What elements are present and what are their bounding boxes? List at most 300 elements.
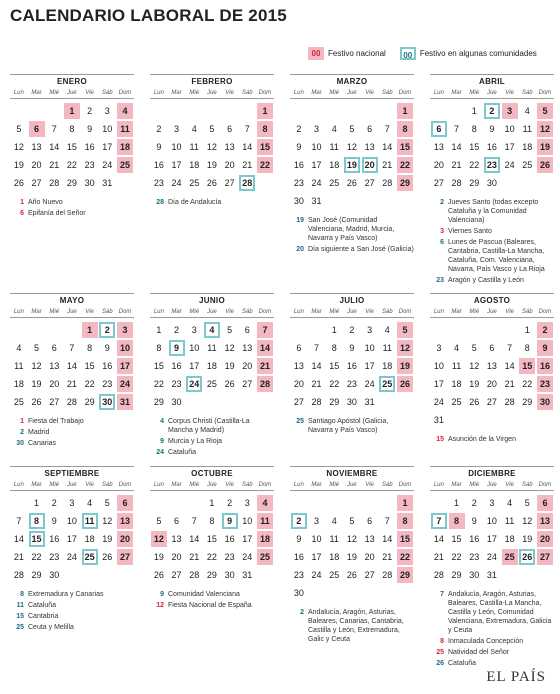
sunday-day: 5 bbox=[396, 321, 414, 339]
day-cell: 18 bbox=[382, 361, 393, 371]
sunday-day: 8 bbox=[256, 120, 274, 138]
sunday-day: 26 bbox=[536, 156, 554, 174]
sunday-day: 1 bbox=[256, 102, 274, 120]
legend-national-label: Festivo nacional bbox=[328, 49, 386, 58]
day-cell: 24 bbox=[171, 178, 182, 188]
weekday-header: Sáb bbox=[98, 307, 116, 318]
day-cell: 11 bbox=[451, 361, 462, 371]
holiday-note bbox=[10, 601, 134, 610]
empty-day bbox=[203, 102, 221, 120]
empty-day bbox=[10, 102, 28, 120]
day-cell: 2 bbox=[51, 498, 57, 508]
holiday-note-text: Aragón y Castilla y León bbox=[448, 277, 524, 284]
day-cell: 12 bbox=[469, 361, 480, 371]
month-diciembre bbox=[430, 466, 554, 670]
day-cell: 22 bbox=[84, 379, 95, 389]
weekday-header: Dom bbox=[396, 88, 414, 99]
holiday-note bbox=[150, 437, 274, 446]
holiday-notes bbox=[150, 198, 274, 207]
day-cell: 26 bbox=[153, 570, 164, 580]
weekday-header: Vie bbox=[361, 307, 379, 318]
day-cell: 23 bbox=[49, 552, 60, 562]
day-cell: 13 bbox=[433, 142, 444, 152]
sunday-day: 29 bbox=[396, 566, 414, 584]
day-cell: 2 bbox=[296, 124, 302, 134]
day-cell: 26 bbox=[224, 379, 235, 389]
empty-day bbox=[378, 102, 396, 120]
day-cell: 27 bbox=[171, 570, 182, 580]
day-cell: 13 bbox=[293, 361, 304, 371]
holiday-note bbox=[430, 435, 554, 444]
day-cell: 24 bbox=[364, 379, 375, 389]
day-cell: 10 bbox=[102, 124, 113, 134]
sunday-day: 20 bbox=[536, 530, 554, 548]
month-grid bbox=[430, 307, 554, 429]
day-cell: 21 bbox=[433, 552, 444, 562]
day-cell: 23 bbox=[293, 570, 304, 580]
weekday-header: Lun bbox=[150, 88, 168, 99]
weekday-header: Dom bbox=[256, 307, 274, 318]
weekday-header: Lun bbox=[10, 88, 28, 99]
weekday-header: Sáb bbox=[238, 88, 256, 99]
day-cell: 20 bbox=[31, 160, 42, 170]
month-grid bbox=[150, 480, 274, 584]
day-cell: 31 bbox=[486, 570, 497, 580]
day-cell: 5 bbox=[227, 325, 233, 335]
sunday-day: 18 bbox=[256, 530, 274, 548]
holiday-note bbox=[430, 590, 554, 635]
month-grid bbox=[430, 480, 554, 584]
day-cell: 20 bbox=[486, 379, 497, 389]
el-pais-logo: EL PAÍS bbox=[486, 669, 546, 685]
day-cell: 10 bbox=[433, 361, 444, 371]
day-cell: 9 bbox=[471, 516, 477, 526]
day-cell: 20 bbox=[171, 552, 182, 562]
month-octubre bbox=[150, 466, 274, 612]
month-julio bbox=[290, 293, 414, 437]
day-cell: 19 bbox=[206, 160, 217, 170]
day-cell: 3 bbox=[489, 498, 495, 508]
weekday-header: Mié bbox=[185, 88, 203, 99]
day-cell: 14 bbox=[451, 142, 462, 152]
regional-holiday-day: 15 bbox=[28, 530, 46, 548]
weekday-header: Dom bbox=[256, 88, 274, 99]
day-cell: 14 bbox=[311, 361, 322, 371]
day-cell: 29 bbox=[522, 397, 533, 407]
day-cell: 23 bbox=[102, 379, 113, 389]
holiday-note-text: Cataluña bbox=[448, 660, 477, 667]
weekday-header: Vie bbox=[81, 88, 99, 99]
weekday-header: Jue bbox=[63, 88, 81, 99]
holiday-note-text: Canarias bbox=[28, 440, 57, 447]
weekday-header: Mar bbox=[448, 88, 466, 99]
day-cell: 28 bbox=[66, 397, 77, 407]
holiday-note-text: Cantabria bbox=[28, 613, 59, 620]
day-cell: 19 bbox=[31, 379, 42, 389]
day-cell: 26 bbox=[102, 552, 113, 562]
weekday-header: Vie bbox=[361, 88, 379, 99]
day-cell: 6 bbox=[296, 343, 302, 353]
holiday-note bbox=[10, 428, 134, 437]
holiday-note-text: Día de Andalucía bbox=[168, 199, 222, 206]
holiday-note bbox=[10, 439, 134, 448]
day-cell: 4 bbox=[331, 124, 337, 134]
holiday-note-day: 6 bbox=[440, 239, 444, 246]
day-cell: 30 bbox=[84, 178, 95, 188]
sunday-day: 6 bbox=[536, 494, 554, 512]
empty-day bbox=[308, 102, 326, 120]
day-cell: 1 bbox=[34, 498, 40, 508]
day-cell: 29 bbox=[153, 397, 164, 407]
weekday-header: Dom bbox=[536, 307, 554, 318]
holiday-notes bbox=[10, 590, 134, 632]
weekday-header: Mié bbox=[45, 480, 63, 491]
empty-day bbox=[10, 321, 28, 339]
day-cell: 29 bbox=[66, 178, 77, 188]
weekday-header: Lun bbox=[290, 480, 308, 491]
holiday-note bbox=[290, 417, 414, 435]
sunday-day: 25 bbox=[256, 548, 274, 566]
day-cell: 4 bbox=[454, 343, 460, 353]
national-holiday-day: 25 bbox=[501, 548, 519, 566]
sunday-day: 20 bbox=[116, 530, 134, 548]
month-grid bbox=[290, 88, 414, 210]
day-cell: 12 bbox=[102, 516, 113, 526]
holiday-note bbox=[430, 659, 554, 668]
month-grid bbox=[290, 480, 414, 602]
day-cell: 24 bbox=[242, 552, 253, 562]
holiday-note bbox=[430, 637, 554, 646]
day-cell: 23 bbox=[346, 379, 357, 389]
day-cell: 16 bbox=[486, 142, 497, 152]
day-cell: 8 bbox=[331, 343, 337, 353]
empty-day bbox=[290, 494, 308, 512]
day-cell: 8 bbox=[524, 343, 530, 353]
empty-day bbox=[361, 494, 379, 512]
sunday-day: 28 bbox=[256, 375, 274, 393]
day-cell: 13 bbox=[242, 343, 253, 353]
regional-holiday-day: 9 bbox=[221, 512, 239, 530]
sunday-day: 11 bbox=[116, 120, 134, 138]
month-febrero bbox=[150, 74, 274, 209]
weekday-header: Vie bbox=[501, 88, 519, 99]
day-cell: 27 bbox=[242, 379, 253, 389]
day-cell: 20 bbox=[433, 160, 444, 170]
weekday-header: Dom bbox=[116, 480, 134, 491]
day-cell: 24 bbox=[311, 570, 322, 580]
day-cell: 9 bbox=[349, 343, 355, 353]
month-mayo bbox=[10, 293, 134, 450]
day-cell: 17 bbox=[504, 142, 515, 152]
regional-holiday-day: 25 bbox=[81, 548, 99, 566]
day-cell: 10 bbox=[504, 124, 515, 134]
day-cell: 8 bbox=[471, 124, 477, 134]
holiday-note-day: 1 bbox=[20, 199, 24, 206]
weekday-header: Sáb bbox=[378, 480, 396, 491]
day-cell: 12 bbox=[206, 142, 217, 152]
empty-day bbox=[185, 102, 203, 120]
empty-day bbox=[325, 494, 343, 512]
month-septiembre bbox=[10, 466, 134, 634]
empty-day bbox=[45, 321, 63, 339]
sunday-day: 25 bbox=[116, 156, 134, 174]
weekday-header: Jue bbox=[343, 307, 361, 318]
day-cell: 6 bbox=[51, 343, 57, 353]
day-cell: 4 bbox=[524, 106, 530, 116]
sunday-day: 5 bbox=[536, 102, 554, 120]
holiday-notes bbox=[290, 216, 414, 254]
month-enero bbox=[10, 74, 134, 220]
month-name: SEPTIEMBRE bbox=[10, 466, 134, 480]
day-cell: 22 bbox=[206, 552, 217, 562]
holiday-note-day: 8 bbox=[440, 638, 444, 645]
weekday-header: Mié bbox=[325, 88, 343, 99]
empty-day bbox=[290, 321, 308, 339]
day-cell: 27 bbox=[49, 397, 60, 407]
day-cell: 21 bbox=[504, 379, 515, 389]
day-cell: 22 bbox=[66, 160, 77, 170]
day-cell: 7 bbox=[51, 124, 57, 134]
weekday-header: Jue bbox=[63, 480, 81, 491]
day-cell: 17 bbox=[311, 552, 322, 562]
day-cell: 25 bbox=[329, 178, 340, 188]
sunday-day: 3 bbox=[116, 321, 134, 339]
holiday-notes bbox=[290, 417, 414, 435]
day-cell: 5 bbox=[16, 124, 22, 134]
day-cell: 10 bbox=[311, 142, 322, 152]
weekday-header: Lun bbox=[430, 307, 448, 318]
day-cell: 21 bbox=[66, 379, 77, 389]
holiday-notes bbox=[430, 198, 554, 285]
weekday-header: Dom bbox=[396, 480, 414, 491]
weekday-header: Dom bbox=[396, 307, 414, 318]
national-holiday-day: 8 bbox=[448, 512, 466, 530]
day-cell: 8 bbox=[69, 124, 75, 134]
holiday-note-text: Comunidad Valenciana bbox=[168, 591, 240, 598]
sunday-day: 18 bbox=[116, 138, 134, 156]
regional-holiday-day: 6 bbox=[430, 120, 448, 138]
holiday-note-day: 26 bbox=[436, 660, 444, 667]
sunday-day: 1 bbox=[396, 102, 414, 120]
day-cell: 18 bbox=[451, 379, 462, 389]
sunday-day: 14 bbox=[256, 339, 274, 357]
national-holiday-day: 12 bbox=[150, 530, 168, 548]
day-cell: 4 bbox=[191, 124, 197, 134]
day-cell: 28 bbox=[189, 570, 200, 580]
day-cell: 18 bbox=[84, 534, 95, 544]
day-cell: 3 bbox=[174, 124, 180, 134]
day-cell: 11 bbox=[329, 534, 339, 544]
day-cell: 3 bbox=[314, 124, 320, 134]
day-cell: 12 bbox=[522, 516, 533, 526]
weekday-header: Jue bbox=[343, 88, 361, 99]
holiday-note bbox=[290, 216, 414, 243]
day-cell: 17 bbox=[486, 534, 497, 544]
weekday-header: Vie bbox=[81, 480, 99, 491]
weekday-header: Mar bbox=[448, 307, 466, 318]
holiday-note-text: Cataluña bbox=[168, 449, 197, 456]
day-cell: 1 bbox=[331, 325, 337, 335]
empty-day bbox=[10, 494, 28, 512]
day-cell: 5 bbox=[209, 124, 215, 134]
day-cell: 27 bbox=[224, 178, 235, 188]
day-cell: 25 bbox=[329, 570, 340, 580]
empty-day bbox=[325, 102, 343, 120]
day-cell: 30 bbox=[469, 570, 480, 580]
weekday-header: Sáb bbox=[518, 480, 536, 491]
day-cell: 30 bbox=[486, 178, 497, 188]
day-cell: 20 bbox=[224, 160, 235, 170]
day-cell: 9 bbox=[87, 124, 93, 134]
holiday-note-day: 11 bbox=[16, 602, 24, 609]
day-cell: 24 bbox=[102, 160, 113, 170]
holiday-note bbox=[10, 623, 134, 632]
day-cell: 9 bbox=[296, 534, 302, 544]
holiday-note-day: 25 bbox=[436, 649, 444, 656]
day-cell: 5 bbox=[524, 498, 530, 508]
holiday-note-text: Cataluña bbox=[28, 602, 57, 609]
sunday-day: 16 bbox=[536, 357, 554, 375]
holiday-note-text: San José (Comunidad Valenciana, Madrid, Murcia, Navarra y País Vasco) bbox=[308, 217, 395, 242]
day-cell: 7 bbox=[507, 343, 513, 353]
day-cell: 10 bbox=[311, 534, 322, 544]
month-name: DICIEMBRE bbox=[430, 466, 554, 480]
day-cell: 31 bbox=[433, 415, 444, 425]
day-cell: 17 bbox=[102, 142, 113, 152]
day-cell: 27 bbox=[433, 178, 444, 188]
day-cell: 27 bbox=[486, 397, 497, 407]
weekday-header: Mar bbox=[448, 480, 466, 491]
day-cell: 13 bbox=[364, 534, 375, 544]
day-cell: 28 bbox=[451, 178, 462, 188]
day-cell: 6 bbox=[227, 124, 233, 134]
day-cell: 26 bbox=[346, 570, 357, 580]
day-cell: 16 bbox=[293, 552, 304, 562]
sunday-day: 13 bbox=[116, 512, 134, 530]
day-cell: 3 bbox=[69, 498, 75, 508]
day-cell: 5 bbox=[349, 124, 355, 134]
sunday-day: 21 bbox=[256, 357, 274, 375]
day-cell: 3 bbox=[104, 106, 110, 116]
day-cell: 4 bbox=[87, 498, 93, 508]
weekday-header: Dom bbox=[116, 88, 134, 99]
regional-holiday-day: 2 bbox=[290, 512, 308, 530]
day-cell: 29 bbox=[329, 397, 340, 407]
day-cell: 1 bbox=[524, 325, 530, 335]
month-grid bbox=[150, 307, 274, 411]
sunday-day: 4 bbox=[116, 102, 134, 120]
national-holiday-day: 3 bbox=[501, 102, 519, 120]
weekday-header: Sáb bbox=[98, 480, 116, 491]
day-cell: 11 bbox=[329, 142, 339, 152]
weekday-header: Dom bbox=[256, 480, 274, 491]
day-cell: 19 bbox=[102, 534, 113, 544]
day-cell: 14 bbox=[49, 142, 60, 152]
day-cell: 20 bbox=[242, 361, 253, 371]
empty-day bbox=[63, 321, 81, 339]
day-cell: 23 bbox=[84, 160, 95, 170]
day-cell: 12 bbox=[346, 534, 357, 544]
empty-day bbox=[238, 102, 256, 120]
day-cell: 3 bbox=[314, 516, 320, 526]
day-cell: 13 bbox=[31, 142, 42, 152]
holiday-note-text: Andalucía, Aragón, Asturias, Baleares, Canarias, Cantabria, Castilla y León, Extremadura, Galic y Ceuta bbox=[308, 609, 404, 643]
regional-holiday-day: 2 bbox=[483, 102, 501, 120]
holiday-note-day: 2 bbox=[20, 429, 24, 436]
day-cell: 18 bbox=[206, 361, 217, 371]
empty-day bbox=[168, 494, 186, 512]
month-grid bbox=[10, 88, 134, 192]
holiday-note-day: 4 bbox=[160, 418, 164, 425]
month-name: FEBRERO bbox=[150, 74, 274, 88]
day-cell: 14 bbox=[189, 534, 200, 544]
day-cell: 7 bbox=[314, 343, 320, 353]
day-cell: 4 bbox=[384, 325, 390, 335]
day-cell: 25 bbox=[189, 178, 200, 188]
weekday-header: Mar bbox=[28, 480, 46, 491]
sunday-day: 1 bbox=[396, 494, 414, 512]
holiday-note-text: Jueves Santo (todas excepto Cataluña y la Comunidad Valenciana) bbox=[448, 199, 539, 224]
holiday-note-text: Ceuta y Melilla bbox=[28, 624, 74, 631]
sunday-day: 22 bbox=[396, 548, 414, 566]
month-noviembre bbox=[290, 466, 414, 646]
day-cell: 16 bbox=[49, 534, 60, 544]
sunday-day: 22 bbox=[396, 156, 414, 174]
month-name: JUNIO bbox=[150, 293, 274, 307]
sunday-day: 27 bbox=[536, 548, 554, 566]
holiday-note bbox=[150, 590, 274, 599]
day-cell: 19 bbox=[224, 361, 235, 371]
day-cell: 16 bbox=[171, 361, 182, 371]
holiday-note-text: Epifanía del Señor bbox=[28, 210, 86, 217]
weekday-header: Mié bbox=[45, 307, 63, 318]
day-cell: 29 bbox=[31, 570, 42, 580]
day-cell: 2 bbox=[471, 498, 477, 508]
page-title: CALENDARIO LABORAL DE 2015 bbox=[10, 6, 287, 25]
weekday-header: Jue bbox=[483, 88, 501, 99]
day-cell: 4 bbox=[507, 498, 513, 508]
day-cell: 31 bbox=[311, 196, 322, 206]
day-cell: 26 bbox=[346, 178, 357, 188]
holiday-note-text: Santiago Apóstol (Galicia, Navarra y País Vasco) bbox=[308, 418, 389, 434]
holiday-note-text: Natividad del Señor bbox=[448, 649, 510, 656]
day-cell: 5 bbox=[34, 343, 40, 353]
empty-day bbox=[28, 321, 46, 339]
regional-holiday-day: 26 bbox=[518, 548, 536, 566]
month-marzo bbox=[290, 74, 414, 256]
weekday-header: Mié bbox=[465, 88, 483, 99]
day-cell: 7 bbox=[384, 124, 390, 134]
holiday-note-day: 24 bbox=[156, 449, 164, 456]
day-cell: 6 bbox=[174, 516, 180, 526]
weekday-header: Jue bbox=[203, 480, 221, 491]
sunday-day: 8 bbox=[396, 512, 414, 530]
empty-day bbox=[465, 321, 483, 339]
day-cell: 21 bbox=[49, 160, 60, 170]
day-cell: 18 bbox=[504, 534, 515, 544]
day-cell: 7 bbox=[191, 516, 197, 526]
day-cell: 9 bbox=[296, 142, 302, 152]
empty-day bbox=[221, 102, 239, 120]
weekday-header: Sáb bbox=[518, 307, 536, 318]
empty-day bbox=[448, 102, 466, 120]
empty-day bbox=[430, 102, 448, 120]
holiday-note-day: 2 bbox=[440, 199, 444, 206]
day-cell: 30 bbox=[171, 397, 182, 407]
sunday-day: 31 bbox=[116, 393, 134, 411]
day-cell: 29 bbox=[469, 178, 480, 188]
weekday-header: Vie bbox=[81, 307, 99, 318]
